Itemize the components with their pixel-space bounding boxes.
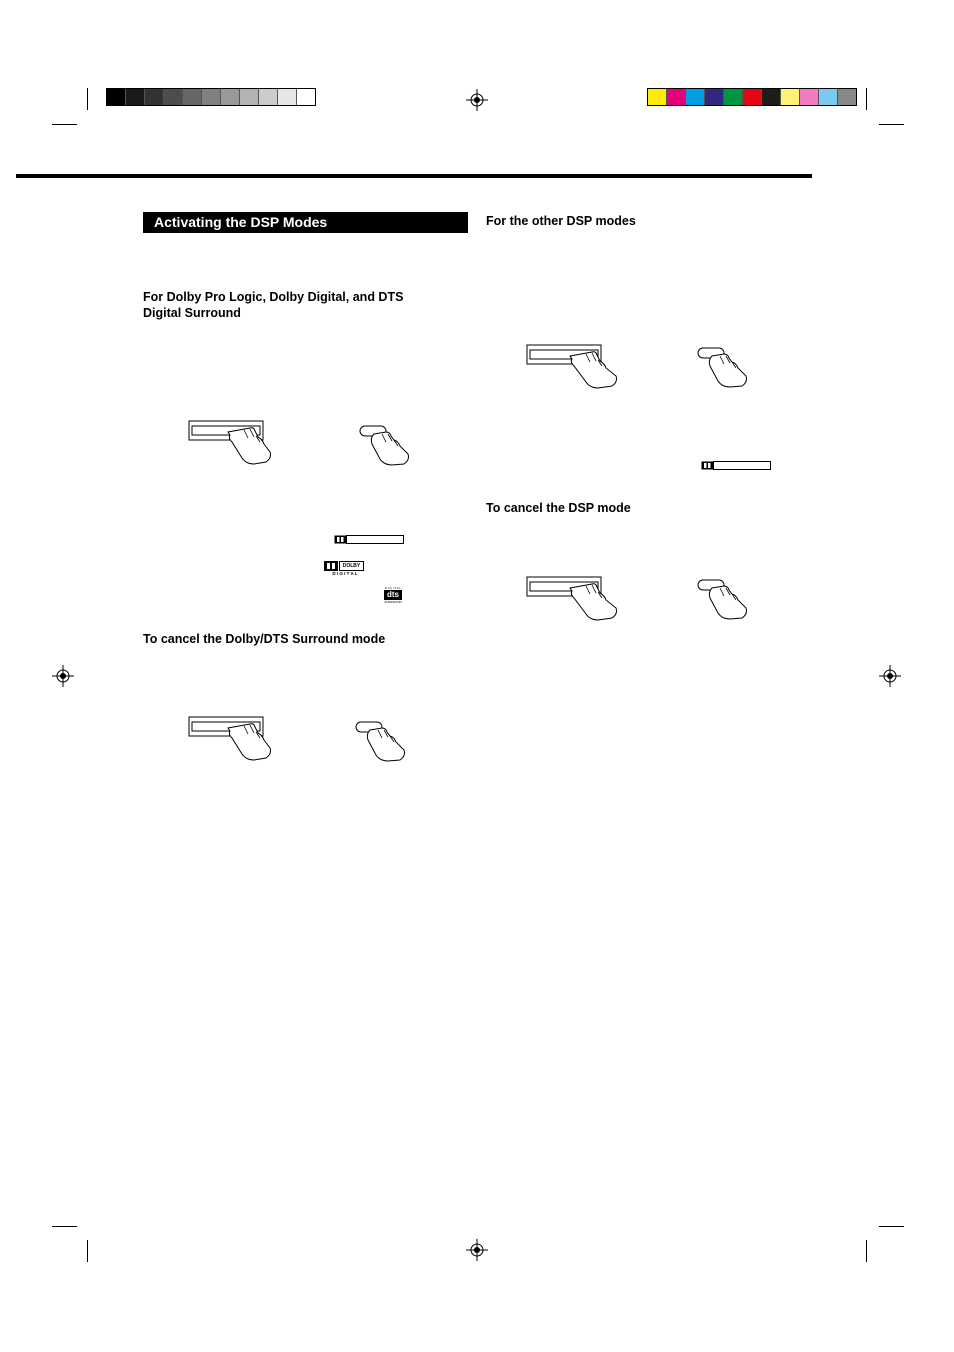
calibration-swatch (259, 89, 278, 105)
heading-other-dsp: For the other DSP modes (486, 214, 636, 228)
calibration-swatch (240, 89, 259, 105)
calibration-swatch (705, 89, 724, 105)
dts-digital-wordmark: D I G I T A L (384, 586, 402, 590)
crop-mark (879, 124, 904, 125)
section-title-bar (143, 212, 468, 233)
crop-mark (866, 88, 867, 110)
front-panel-button-press-illustration (526, 574, 622, 622)
dts-mark: dts (384, 590, 402, 600)
calibration-swatch (164, 89, 183, 105)
calibration-swatch (221, 89, 240, 105)
crop-mark (87, 1240, 88, 1262)
calibration-swatch (686, 89, 705, 105)
calibration-swatch (202, 89, 221, 105)
digital-wordmark: D I G I T A L (332, 571, 358, 576)
calibration-swatch (724, 89, 743, 105)
calibration-swatch (183, 89, 202, 105)
heading-cancel-dolby-dts: To cancel the Dolby/DTS Surround mode (143, 632, 386, 646)
calibration-swatch (278, 89, 297, 105)
dts-logo (383, 587, 403, 605)
calibration-swatch (145, 89, 164, 105)
calibration-swatch (800, 89, 819, 105)
front-panel-button-press-illustration (526, 342, 622, 390)
dolby-surround-indicator-icon (701, 461, 773, 471)
crop-mark (52, 1226, 77, 1227)
registration-target-icon (52, 665, 74, 687)
crop-mark (52, 124, 77, 125)
crop-mark (879, 1226, 904, 1227)
remote-button-press-illustration (356, 424, 416, 466)
calibration-swatch (819, 89, 838, 105)
dts-surround-wordmark: SURROUND (384, 600, 402, 604)
calibration-swatch (762, 89, 781, 105)
remote-button-press-illustration (694, 578, 754, 620)
registration-target-icon (466, 89, 488, 111)
color-calibration-strip (647, 88, 857, 106)
page-top-rule (16, 174, 812, 178)
heading-cancel-dsp: To cancel the DSP mode (486, 501, 631, 515)
dolby-double-d-icon (324, 561, 338, 571)
dolby-surround-indicator-icon (334, 535, 406, 545)
calibration-swatch (667, 89, 686, 105)
section-title: Activating the DSP Modes (154, 214, 328, 230)
front-panel-button-press-illustration (188, 714, 274, 762)
crop-mark (866, 1240, 867, 1262)
registration-target-icon (879, 665, 901, 687)
heading-dolby-dts: For Dolby Pro Logic, Dolby Digital, and DTS Digital Surround (143, 290, 404, 320)
calibration-swatch (781, 89, 800, 105)
calibration-swatch (838, 89, 856, 105)
grayscale-calibration-strip (106, 88, 316, 106)
registration-target-icon (466, 1239, 488, 1261)
calibration-swatch (297, 89, 315, 105)
dolby-digital-logo (324, 561, 366, 577)
dolby-wordmark: DOLBY (339, 561, 364, 571)
calibration-swatch (648, 89, 667, 105)
calibration-swatch (107, 89, 126, 105)
remote-button-press-illustration (694, 346, 754, 388)
front-panel-button-press-illustration (188, 418, 274, 466)
remote-button-press-illustration (352, 720, 412, 762)
crop-mark (87, 88, 88, 110)
calibration-swatch (743, 89, 762, 105)
calibration-swatch (126, 89, 145, 105)
